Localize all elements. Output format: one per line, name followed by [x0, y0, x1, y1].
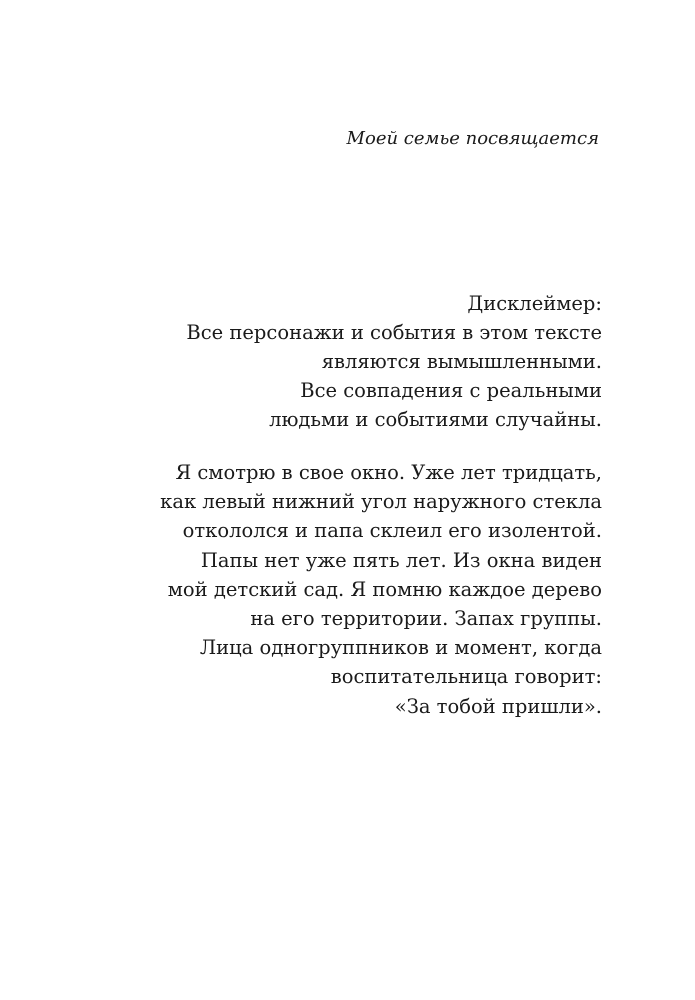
disclaimer-heading: Дисклеймер:: [467, 292, 602, 315]
paragraph-line: на его территории. Запах группы.: [250, 607, 602, 631]
dedication: Моей семье посвящается: [346, 128, 599, 149]
disclaimer-line: Все совпадения с реальными: [300, 379, 602, 402]
paragraph-line: как левый нижний угол наружного стекла: [160, 490, 602, 514]
paragraph-line: Папы нет уже пять лет. Из окна виден: [200, 548, 602, 572]
disclaimer-line: Все персонажи и события в этом тексте: [186, 321, 602, 344]
paragraph-line: «За тобой пришли».: [394, 694, 602, 718]
disclaimer-line: людьми и событиями случайны.: [269, 408, 602, 431]
paragraph-line: Я смотрю в свое окно. Уже лет тридцать,: [175, 461, 602, 484]
disclaimer-block: [186, 289, 602, 434]
opening-paragraph: [160, 458, 602, 721]
paragraph-line: воспитательница говорит:: [330, 665, 602, 689]
paragraph-line: мой детский сад. Я помню каждое дерево: [167, 577, 602, 601]
disclaimer-line: являются вымышленными.: [321, 350, 602, 373]
paragraph-line: откололся и папа склеил его изолентой.: [182, 519, 602, 543]
paragraph-line: Лица одногруппников и момент, когда: [199, 636, 602, 660]
